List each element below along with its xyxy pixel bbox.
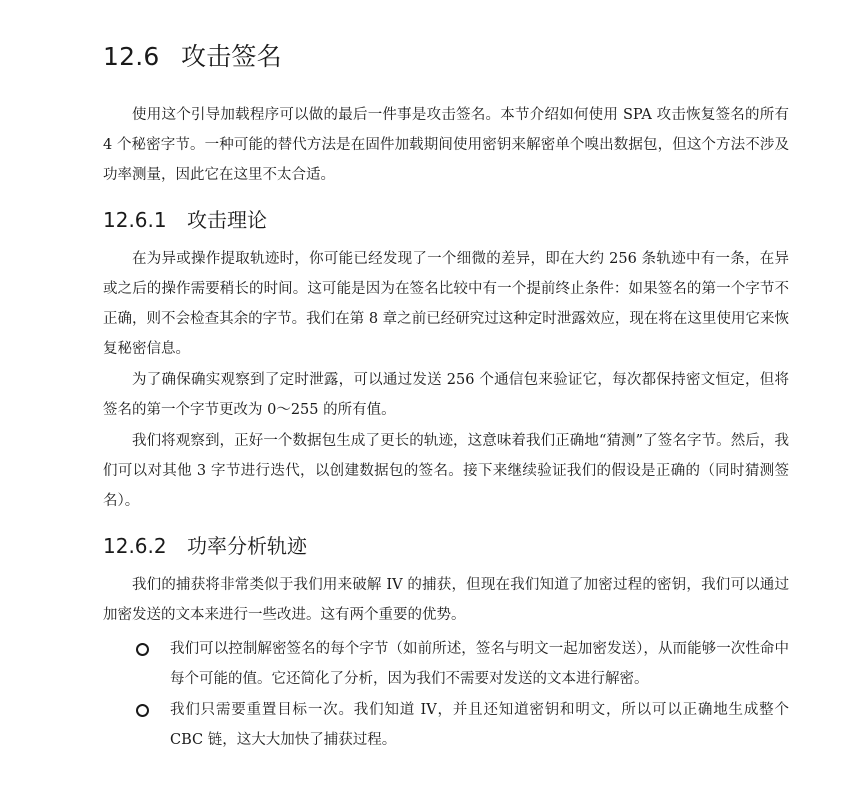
paragraph: 我们将观察到，正好一个数据包生成了更长的轨迹，这意味着我们正确地“猜测”了签名字节。然后，我们可以对其他 3 字节进行迭代，以创建数据包的签名。接下来继续验证我们的假设是正确的（同时猜测签名）。 bbox=[103, 433, 789, 509]
hollow-circle-bullet-icon bbox=[136, 704, 149, 717]
subsection-heading-power-traces bbox=[103, 532, 789, 560]
list-item bbox=[103, 634, 789, 694]
list-item bbox=[103, 695, 789, 755]
list-item-text: 我们可以控制解密签名的每个字节（如前所述，签名与明文一起加密发送），从而能够一次性命中每个可能的值。它还简化了分析，因为我们不需要对发送的文本进行解密。 bbox=[170, 641, 789, 687]
paragraph: 在为异或操作提取轨迹时，你可能已经发现了一个细微的差异，即在大约 256 条轨迹中有一条，在异或之后的操作需要稍长的时间。这可能是因为在签名比较中有一个提前终止条件：如果签名的第一个字节不正确，则不会检查其余的字节。我们在第 8 章之前已经研究过这种定时泄露效应，现在将在这里使用它来恢复秘密信息。 bbox=[103, 251, 789, 357]
page-content bbox=[103, 40, 789, 756]
subsection-heading-attack-theory bbox=[103, 206, 789, 234]
section-heading bbox=[103, 40, 789, 74]
paragraph: 为了确保确实观察到了定时泄露，可以通过发送 256 个通信包来验证它，每次都保持密文恒定，但将签名的第一个字节更改为 0～255 的所有值。 bbox=[103, 372, 789, 418]
subsection-title: 攻击理论 bbox=[187, 208, 267, 232]
subsection-number: 12.6.2 bbox=[103, 534, 167, 558]
subsection-title: 功率分析轨迹 bbox=[187, 534, 307, 558]
list-item-text: 我们只需要重置目标一次。我们知道 IV，并且还知道密钥和明文，所以可以正确地生成整个 CBC 链，这大大加快了捕获过程。 bbox=[170, 702, 789, 748]
section-intro-paragraph: 使用这个引导加载程序可以做的最后一件事是攻击签名。本节介绍如何使用 SPA 攻击恢复签名的所有 4 个秘密字节。一种可能的替代方法是在固件加载期间使用密钥来解密单个嗅出数据包，但这个方法不涉及功率测量，因此它在这里不太合适。 bbox=[103, 107, 789, 183]
paragraph: 我们的捕获将非常类似于我们用来破解 IV 的捕获，但现在我们知道了加密过程的密钥，我们可以通过加密发送的文本来进行一些改进。这有两个重要的优势。 bbox=[103, 577, 789, 623]
section-number: 12.6 bbox=[103, 42, 160, 71]
hollow-circle-bullet-icon bbox=[136, 643, 149, 656]
section-title: 攻击签名 bbox=[181, 42, 282, 71]
subsection-number: 12.6.1 bbox=[103, 208, 167, 232]
bullet-list bbox=[103, 634, 789, 755]
